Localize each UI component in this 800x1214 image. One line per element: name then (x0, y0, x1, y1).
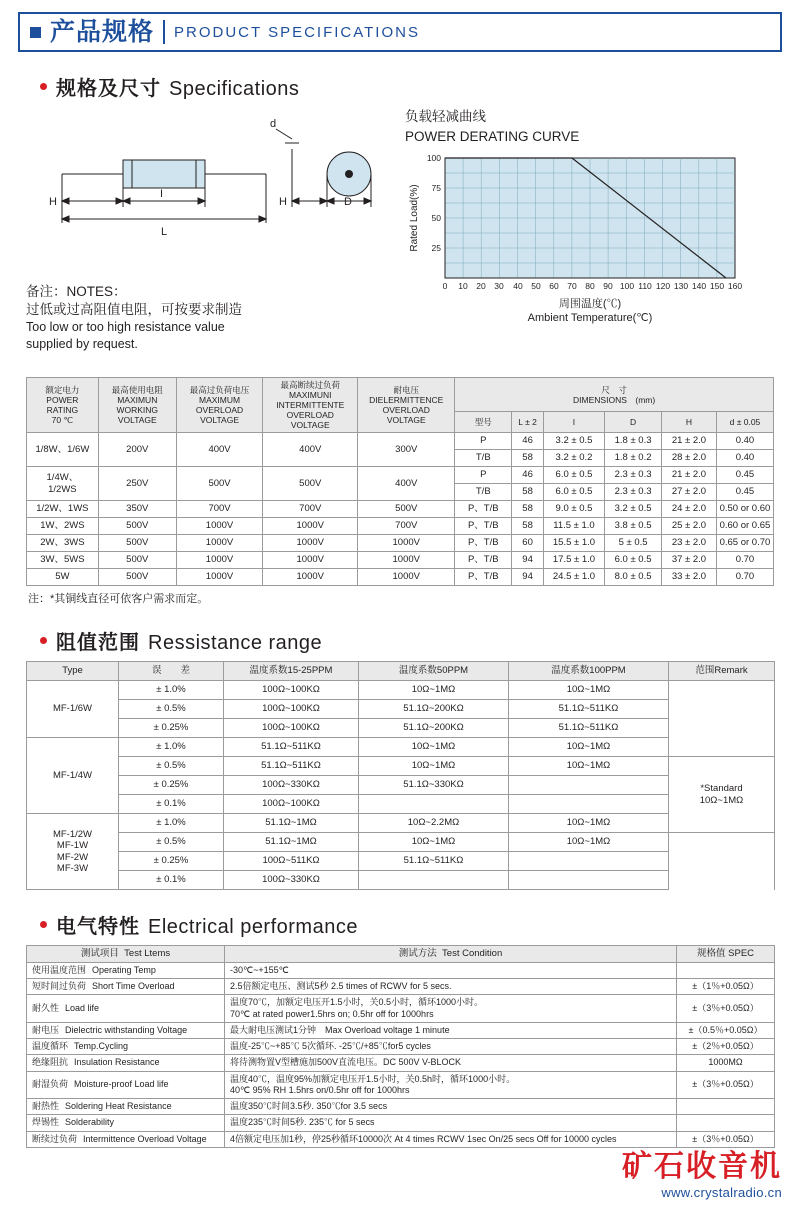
cell-working: 250V (98, 467, 176, 501)
cell-item: 断续过负荷 Intermittence Overload Voltage (27, 1131, 225, 1147)
table-header-row (27, 662, 775, 681)
cell-H: 37 ± 2.0 (662, 552, 717, 569)
cell-item: 短时间过负荷 Short Time Overload (27, 979, 225, 995)
dim-label-H-right: H (279, 196, 287, 208)
cell-power: 5W (27, 569, 99, 586)
cell-L: 58 (512, 484, 544, 501)
cell-tolerance: ± 0.25% (119, 776, 224, 795)
cell-spec: ±（2％+0.05Ω） (677, 1039, 775, 1055)
cell-power: 2W、3WS (27, 535, 99, 552)
cell-H: 27 ± 2.0 (662, 484, 717, 501)
cell-D: 5 ± 0.5 (605, 535, 662, 552)
svg-text:80: 80 (585, 281, 595, 292)
cell-spec (677, 1099, 775, 1115)
cell-power: 3W、5WS (27, 552, 99, 569)
cell-tolerance: ± 1.0% (119, 681, 224, 700)
bullet-dot-icon (40, 83, 47, 90)
th-I: I (543, 412, 604, 433)
th-tolerance: 误 差 (119, 662, 224, 681)
cell-working: 500V (98, 552, 176, 569)
table-row (27, 1131, 775, 1147)
cell-overload: 1000V (176, 569, 263, 586)
cell-overload: 400V (176, 433, 263, 467)
th-L: L ± 2 (512, 412, 544, 433)
table-row (27, 700, 775, 719)
cell-tolerance: ± 0.1% (119, 795, 224, 814)
cell-tc15: 51.1Ω~511KΩ (224, 757, 359, 776)
header-title-cn: 产品规格 (50, 17, 155, 46)
table-row (27, 871, 775, 890)
cell-I: 6.0 ± 0.5 (543, 467, 604, 484)
cell-d: 0.60 or 0.65 (716, 518, 773, 535)
cell-L: 94 (512, 552, 544, 569)
cell-tc100: 10Ω~1MΩ (509, 757, 669, 776)
table-row (27, 757, 775, 776)
table-row (27, 1071, 775, 1099)
cell-tc50: 10Ω~1MΩ (359, 833, 509, 852)
drawing-area (0, 107, 800, 377)
cell-working: 200V (98, 433, 176, 467)
cell-H: 21 ± 2.0 (662, 433, 717, 450)
notes-title: 备注：NOTES： (26, 284, 127, 299)
cell-spec (677, 1115, 775, 1131)
table-row (27, 518, 774, 535)
cell-spec: ±（0.5％+0.05Ω） (677, 1022, 775, 1038)
table-row (27, 795, 775, 814)
cell-d: 0.40 (716, 433, 773, 450)
cell-I: 3.2 ± 0.2 (543, 450, 604, 467)
curve-xlabel-cn: 周围温度(℃) (558, 298, 622, 311)
electrical-performance-table (26, 945, 775, 1148)
cell-power: 1/4W、 1/2WS (27, 467, 99, 501)
table-row (27, 467, 774, 484)
cell-condition: 温度235℃时间5秒. 235℃ for 5 secs (225, 1115, 677, 1131)
table-row (27, 501, 774, 518)
cell-tc50 (359, 795, 509, 814)
cell-tc15: 100Ω~100KΩ (224, 700, 359, 719)
svg-text:130: 130 (673, 281, 689, 292)
cell-type: P、T/B (455, 535, 512, 552)
cell-item: 使用温度范围 Operating Temp (27, 962, 225, 978)
cell-type: T/B (455, 484, 512, 501)
table-row (27, 1039, 775, 1055)
cell-working: 500V (98, 518, 176, 535)
th-dielectric-voltage: 耐电压 DIELERMITTENCE OVERLOAD VOLTAGE (358, 378, 455, 433)
cell-item: 耐湿负荷 Moisture-proof Load life (27, 1071, 225, 1099)
table-row (27, 433, 774, 450)
ytick-50: 50 (431, 213, 441, 224)
cell-tc100 (509, 852, 669, 871)
th-D: D (605, 412, 662, 433)
cell-tc15: 100Ω~511KΩ (224, 852, 359, 871)
cell-d: 0.50 or 0.60 (716, 501, 773, 518)
cell-D: 8.0 ± 0.5 (605, 569, 662, 586)
cell-tc100: 10Ω~1MΩ (509, 738, 669, 757)
cell-type: P、T/B (455, 569, 512, 586)
section-title-electrical (40, 910, 800, 939)
th-tc-15-25ppm: 温度系数15-25PPM (224, 662, 359, 681)
cell-condition: 最大耐电压测试1分钟 Max Overload voltage 1 minute (225, 1022, 677, 1038)
cell-condition: -30℃~+155℃ (225, 962, 677, 978)
curve-title-en: POWER DERATING CURVE (405, 128, 580, 144)
cell-D: 2.3 ± 0.3 (605, 484, 662, 501)
cell-L: 46 (512, 433, 544, 450)
section-title-electrical-cn: 电气特性 (56, 916, 140, 939)
th-type: Type (27, 662, 119, 681)
cell-type: P、T/B (455, 552, 512, 569)
cell-tolerance: ± 0.5% (119, 833, 224, 852)
cell-H: 33 ± 2.0 (662, 569, 717, 586)
table-row (27, 719, 775, 738)
cell-condition: 温度40℃，温度95%加额定电压开1.5小时，关0.5h时，循环1000小时。 40℃ 95% RH 1.5hrs on/0.5hr off for 1000hrs (225, 1071, 677, 1099)
cell-d: 0.40 (716, 450, 773, 467)
th-d: d ± 0.05 (716, 412, 773, 433)
cell-D: 3.2 ± 0.5 (605, 501, 662, 518)
th-power: 额定电力 POWER RATING 70 ℃ (27, 378, 99, 433)
resistance-range-table (26, 661, 775, 890)
cell-tolerance: ± 0.5% (119, 757, 224, 776)
cell-overload: 1000V (176, 535, 263, 552)
cell-diel: 500V (358, 501, 455, 518)
cell-I: 3.2 ± 0.5 (543, 433, 604, 450)
cell-tc100: 51.1Ω~511KΩ (509, 700, 669, 719)
ytick-100: 100 (426, 153, 441, 164)
cell-H: 25 ± 2.0 (662, 518, 717, 535)
ytick-75: 75 (431, 183, 441, 194)
cell-L: 94 (512, 569, 544, 586)
svg-text:90: 90 (603, 281, 613, 292)
cell-tc100 (509, 776, 669, 795)
cell-tc15: 100Ω~100KΩ (224, 795, 359, 814)
cell-L: 58 (512, 450, 544, 467)
cell-condition: 温度-25℃~+85℃ 5次循环. -25℃/+85℃for5 cycles (225, 1039, 677, 1055)
watermark-url: www.crystalradio.cn (661, 1185, 782, 1200)
svg-text:50: 50 (531, 281, 541, 292)
dim-label-D: D (344, 196, 352, 208)
cell-power: 1/2W、1WS (27, 501, 99, 518)
svg-text:60: 60 (549, 281, 559, 292)
table-row (27, 776, 775, 795)
cell-overload: 1000V (176, 552, 263, 569)
header-title-en: PRODUCT SPECIFICATIONS (174, 23, 420, 41)
svg-text:110: 110 (638, 281, 652, 292)
site-watermark (622, 1149, 782, 1200)
cell-tc100 (509, 795, 669, 814)
cell-working: 500V (98, 535, 176, 552)
cell-L: 60 (512, 535, 544, 552)
cell-diel: 300V (358, 433, 455, 467)
cell-working: 500V (98, 569, 176, 586)
cell-tolerance: ± 1.0% (119, 738, 224, 757)
cell-spec (677, 962, 775, 978)
cell-item: 温度循环 Temp.Cycling (27, 1039, 225, 1055)
table-row (27, 681, 775, 700)
cell-spec: ±（3％+0.05Ω） (677, 1071, 775, 1099)
table-row (27, 1055, 775, 1071)
cell-condition: 4倍额定电压加1秒，停25秒循环10000次 At 4 times RCWV 1sec On/25 secs Off for 10000 cycles (225, 1131, 677, 1147)
th-spec: 规格值 SPEC (677, 946, 775, 963)
svg-text:150: 150 (709, 281, 725, 292)
cell-tc50: 51.1Ω~200KΩ (359, 700, 509, 719)
cell-L: 46 (512, 467, 544, 484)
cell-tc100: 10Ω~1MΩ (509, 681, 669, 700)
cell-condition: 温度70℃，加额定电压开1.5小时，关0.5小时，循环1000小时。 70℃ at rated power1.5hrs on; 0.5hr off for 1000hrs (225, 995, 677, 1023)
cell-D: 1.8 ± 0.2 (605, 450, 662, 467)
cell-item: 耐久性 Load life (27, 995, 225, 1023)
dim-label-d: d (270, 118, 277, 130)
cell-interm: 1000V (263, 518, 358, 535)
cell-tc100: 10Ω~1MΩ (509, 814, 669, 833)
cell-D: 1.8 ± 0.3 (605, 433, 662, 450)
cell-tolerance: ± 1.0% (119, 814, 224, 833)
cell-type: P (455, 467, 512, 484)
cell-type: MF-1/2W MF-1W MF-2W MF-3W (27, 814, 119, 890)
svg-text:160: 160 (727, 281, 743, 292)
cell-item: 耐热性 Soldering Heat Resistance (27, 1099, 225, 1115)
cell-power: 1W、2WS (27, 518, 99, 535)
svg-text:140: 140 (691, 281, 707, 292)
cell-spec: ±（1％+0.05Ω） (677, 979, 775, 995)
table-row (27, 852, 775, 871)
table-row (27, 535, 774, 552)
cell-interm: 1000V (263, 552, 358, 569)
header-divider (163, 20, 165, 44)
cell-tc50: 10Ω~2.2MΩ (359, 814, 509, 833)
cell-tc15: 100Ω~330KΩ (224, 776, 359, 795)
cell-tc50 (359, 871, 509, 890)
cell-tc50: 10Ω~1MΩ (359, 757, 509, 776)
th-H: H (662, 412, 717, 433)
cell-working: 350V (98, 501, 176, 518)
cell-tolerance: ± 0.25% (119, 852, 224, 871)
dim-label-H-left: H (49, 196, 57, 208)
cell-L: 58 (512, 518, 544, 535)
cell-tc15: 51.1Ω~511KΩ (224, 738, 359, 757)
section-title-specifications-cn: 规格及尺寸 (56, 78, 161, 100)
th-test-condition: 测试方法 Test Condition (225, 946, 677, 963)
cell-tolerance: ± 0.5% (119, 700, 224, 719)
cell-D: 6.0 ± 0.5 (605, 552, 662, 569)
ytick-25: 25 (431, 243, 441, 254)
cell-type: P (455, 433, 512, 450)
cell-remark-empty (669, 681, 775, 757)
cell-d: 0.70 (716, 569, 773, 586)
curve-title (405, 107, 775, 146)
cell-spec: 1000MΩ (677, 1055, 775, 1071)
curve-title-cn: 负载轻减曲线 (405, 109, 486, 124)
table-header-row (27, 378, 774, 412)
section-title-specifications-en: Specifications (169, 78, 300, 100)
cell-type: T/B (455, 450, 512, 467)
svg-text:100: 100 (619, 281, 635, 292)
table-row (27, 552, 774, 569)
cell-d: 0.70 (716, 552, 773, 569)
cell-overload: 1000V (176, 518, 263, 535)
cell-tc15: 100Ω~100KΩ (224, 681, 359, 700)
cell-item: 耐电压 Dielectric withstanding Voltage (27, 1022, 225, 1038)
page-header (18, 12, 782, 52)
table-row (27, 738, 775, 757)
section-title-specifications (40, 72, 800, 101)
header-square-icon (30, 27, 41, 38)
th-type: 型号 (455, 412, 512, 433)
cell-H: 23 ± 2.0 (662, 535, 717, 552)
table-header-row (27, 946, 775, 963)
cell-tc15: 100Ω~330KΩ (224, 871, 359, 890)
cell-tolerance: ± 0.1% (119, 871, 224, 890)
derating-curve-chart (395, 146, 775, 331)
cell-interm: 400V (263, 433, 358, 467)
cell-power: 1/8W、1/6W (27, 433, 99, 467)
cell-L: 58 (512, 501, 544, 518)
svg-text:120: 120 (655, 281, 671, 292)
cell-diel: 1000V (358, 569, 455, 586)
cell-type: P、T/B (455, 518, 512, 535)
cell-tc15: 51.1Ω~1MΩ (224, 814, 359, 833)
cell-tc100: 51.1Ω~511KΩ (509, 719, 669, 738)
section-title-resistance-range (40, 626, 800, 655)
cell-H: 21 ± 2.0 (662, 467, 717, 484)
cell-d: 0.65 or 0.70 (716, 535, 773, 552)
cell-interm: 700V (263, 501, 358, 518)
cell-I: 11.5 ± 1.0 (543, 518, 604, 535)
table-row (27, 569, 774, 586)
resistor-outline-drawing (26, 115, 401, 275)
derating-curve-block (395, 107, 775, 336)
th-overload-voltage: 最高过负荷电压 MAXIMUM OVERLOAD VOLTAGE (176, 378, 263, 433)
section-title-electrical-en: Electrical performance (148, 916, 358, 939)
cell-interm: 500V (263, 467, 358, 501)
cell-H: 28 ± 2.0 (662, 450, 717, 467)
notes-block (26, 283, 242, 353)
cell-I: 6.0 ± 0.5 (543, 484, 604, 501)
th-working-voltage: 最高使用电阻 MAXIMUN WORKING VOLTAGE (98, 378, 176, 433)
svg-text:40: 40 (513, 281, 523, 292)
cell-condition: 温度350℃时间3.5秒. 350℃for 3.5 secs (225, 1099, 677, 1115)
section-title-resistance-en: Ressistance range (148, 632, 323, 655)
cell-I: 17.5 ± 1.0 (543, 552, 604, 569)
cell-condition: 2.5倍额定电压、测试5秒 2.5 times of RCWV for 5 secs. (225, 979, 677, 995)
cell-tc15: 51.1Ω~1MΩ (224, 833, 359, 852)
cell-diel: 400V (358, 467, 455, 501)
th-tc-50ppm: 温度系数50PPM (359, 662, 509, 681)
cell-interm: 1000V (263, 535, 358, 552)
watermark-name: 矿石收音机 (622, 1149, 782, 1184)
curve-xlabel-en: Ambient Temperature(℃) (527, 312, 653, 325)
specifications-table (26, 377, 774, 586)
cell-item: 焊锡性 Solderability (27, 1115, 225, 1131)
section-title-resistance-cn: 阻值范围 (56, 632, 140, 655)
table-row (27, 1022, 775, 1038)
cell-tc15: 100Ω~100KΩ (224, 719, 359, 738)
cell-tc50: 51.1Ω~200KΩ (359, 719, 509, 738)
table-row (27, 1099, 775, 1115)
dim-label-L: L (161, 226, 168, 238)
cell-type: P、T/B (455, 501, 512, 518)
table-row (27, 979, 775, 995)
cell-tc50: 51.1Ω~330KΩ (359, 776, 509, 795)
svg-text:0: 0 (442, 281, 448, 292)
cell-interm: 1000V (263, 569, 358, 586)
cell-tolerance: ± 0.25% (119, 719, 224, 738)
cell-I: 24.5 ± 1.0 (543, 569, 604, 586)
th-tc-100ppm: 温度系数100PPM (509, 662, 669, 681)
table-row (27, 833, 775, 852)
bullet-dot-icon (40, 637, 47, 644)
th-intermittent-overload: 最高断续过负荷 MAXIMUNI INTERMITTENTE OVERLOAD VOLTAGE (263, 378, 358, 433)
svg-text:10: 10 (458, 281, 468, 292)
cell-tc100: 10Ω~1MΩ (509, 833, 669, 852)
table-row (27, 962, 775, 978)
cell-diel: 1000V (358, 552, 455, 569)
curve-ylabel: Rated Load(%) (409, 184, 420, 252)
notes-line-en2: supplied by request. (26, 337, 138, 352)
notes-line-cn: 过低或过高阻值电阻，可按要求制造 (26, 302, 242, 318)
cell-diel: 1000V (358, 535, 455, 552)
cell-overload: 500V (176, 467, 263, 501)
th-test-item: 测试项目 Test Ltems (27, 946, 225, 963)
notes-line-en1: Too low or too high resistance value (26, 320, 225, 335)
cell-diel: 700V (358, 518, 455, 535)
svg-text:70: 70 (567, 281, 577, 292)
cell-overload: 700V (176, 501, 263, 518)
cell-spec: ±（3％+0.05Ω） (677, 995, 775, 1023)
th-remark: 范围Remark (669, 662, 775, 681)
cell-d: 0.45 (716, 484, 773, 501)
cell-tc50: 51.1Ω~511KΩ (359, 852, 509, 871)
cell-tc50: 10Ω~1MΩ (359, 681, 509, 700)
dim-label-I: I (160, 188, 164, 200)
cell-item: 绝缘阻抗 Insulation Resistance (27, 1055, 225, 1071)
table-row (27, 814, 775, 833)
cell-I: 15.5 ± 1.0 (543, 535, 604, 552)
table-row (27, 995, 775, 1023)
cell-type: MF-1/4W (27, 738, 119, 814)
svg-text:20: 20 (476, 281, 486, 292)
cell-I: 9.0 ± 0.5 (543, 501, 604, 518)
cell-H: 24 ± 2.0 (662, 501, 717, 518)
th-dimensions: 尺 寸 DIMENSIONS (mm) (455, 378, 774, 412)
cell-d: 0.45 (716, 467, 773, 484)
cell-tc50: 10Ω~1MΩ (359, 738, 509, 757)
cell-condition: 将待测物置V型槽施加500V直流电压。DC 500V V-BLOCK (225, 1055, 677, 1071)
cell-spec: ±（3％+0.05Ω） (677, 1131, 775, 1147)
cell-D: 2.3 ± 0.3 (605, 467, 662, 484)
cell-type: MF-1/6W (27, 681, 119, 738)
cell-remark: *Standard 10Ω~1MΩ (669, 757, 775, 833)
table-row (27, 1115, 775, 1131)
spec-table-footnote: 注：*其铜线直径可依客户需求而定。 (28, 593, 209, 606)
svg-text:30: 30 (494, 281, 504, 292)
cell-tc100 (509, 871, 669, 890)
cell-D: 3.8 ± 0.5 (605, 518, 662, 535)
bullet-dot-icon (40, 921, 47, 928)
